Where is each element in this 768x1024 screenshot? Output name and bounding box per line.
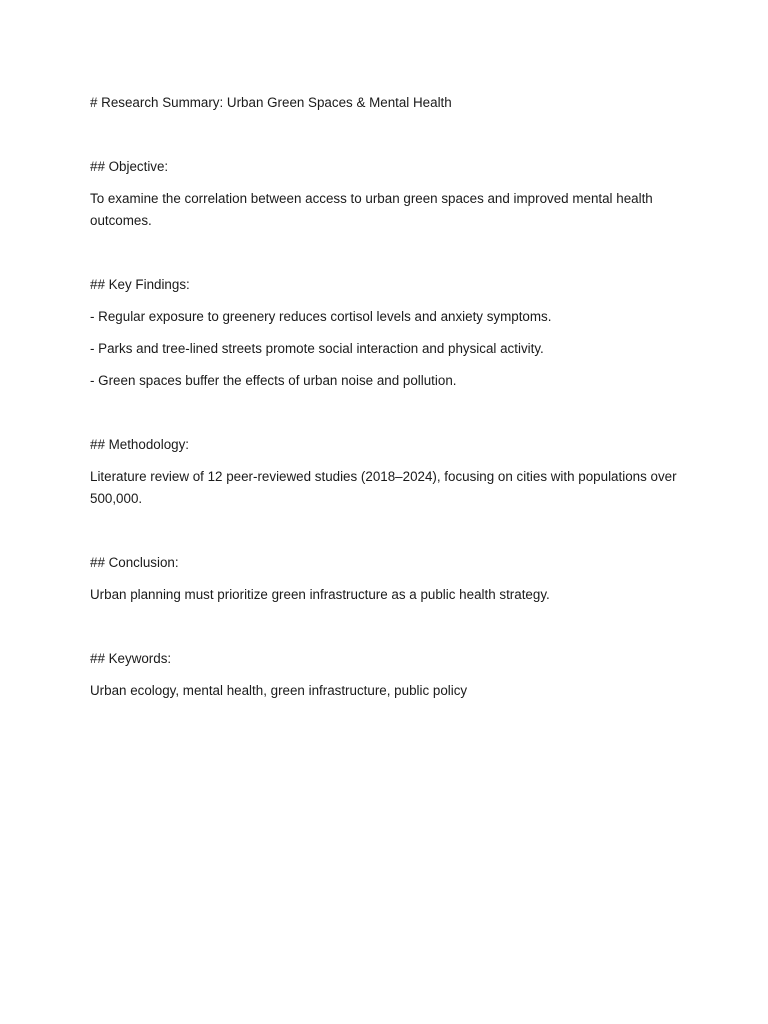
objective-heading: ## Objective: [90,159,169,174]
document-body [90,92,690,702]
key-findings-heading: ## Key Findings: [90,277,190,292]
methodology-heading: ## Methodology: [90,437,190,452]
document-title: # Research Summary: Urban Green Spaces & Mental Health [90,95,452,110]
key-finding-item: - Regular exposure to greenery reduces cortisol levels and anxiety symptoms. [90,309,552,324]
keywords-text: Urban ecology, mental health, green infrastructure, public policy [90,683,468,698]
conclusion-text: Urban planning must prioritize green infrastructure as a public health strategy. [90,587,550,602]
objective-text: To examine the correlation between access to urban green spaces and improved mental health outcomes. [90,191,653,228]
keywords-heading: ## Keywords: [90,651,172,666]
conclusion-heading: ## Conclusion: [90,555,179,570]
key-finding-item: - Green spaces buffer the effects of urban noise and pollution. [90,373,457,388]
methodology-text: Literature review of 12 peer-reviewed studies (2018–2024), focusing on cities with populations over 500,000. [90,469,677,506]
key-finding-item: - Parks and tree-lined streets promote social interaction and physical activity. [90,341,544,356]
